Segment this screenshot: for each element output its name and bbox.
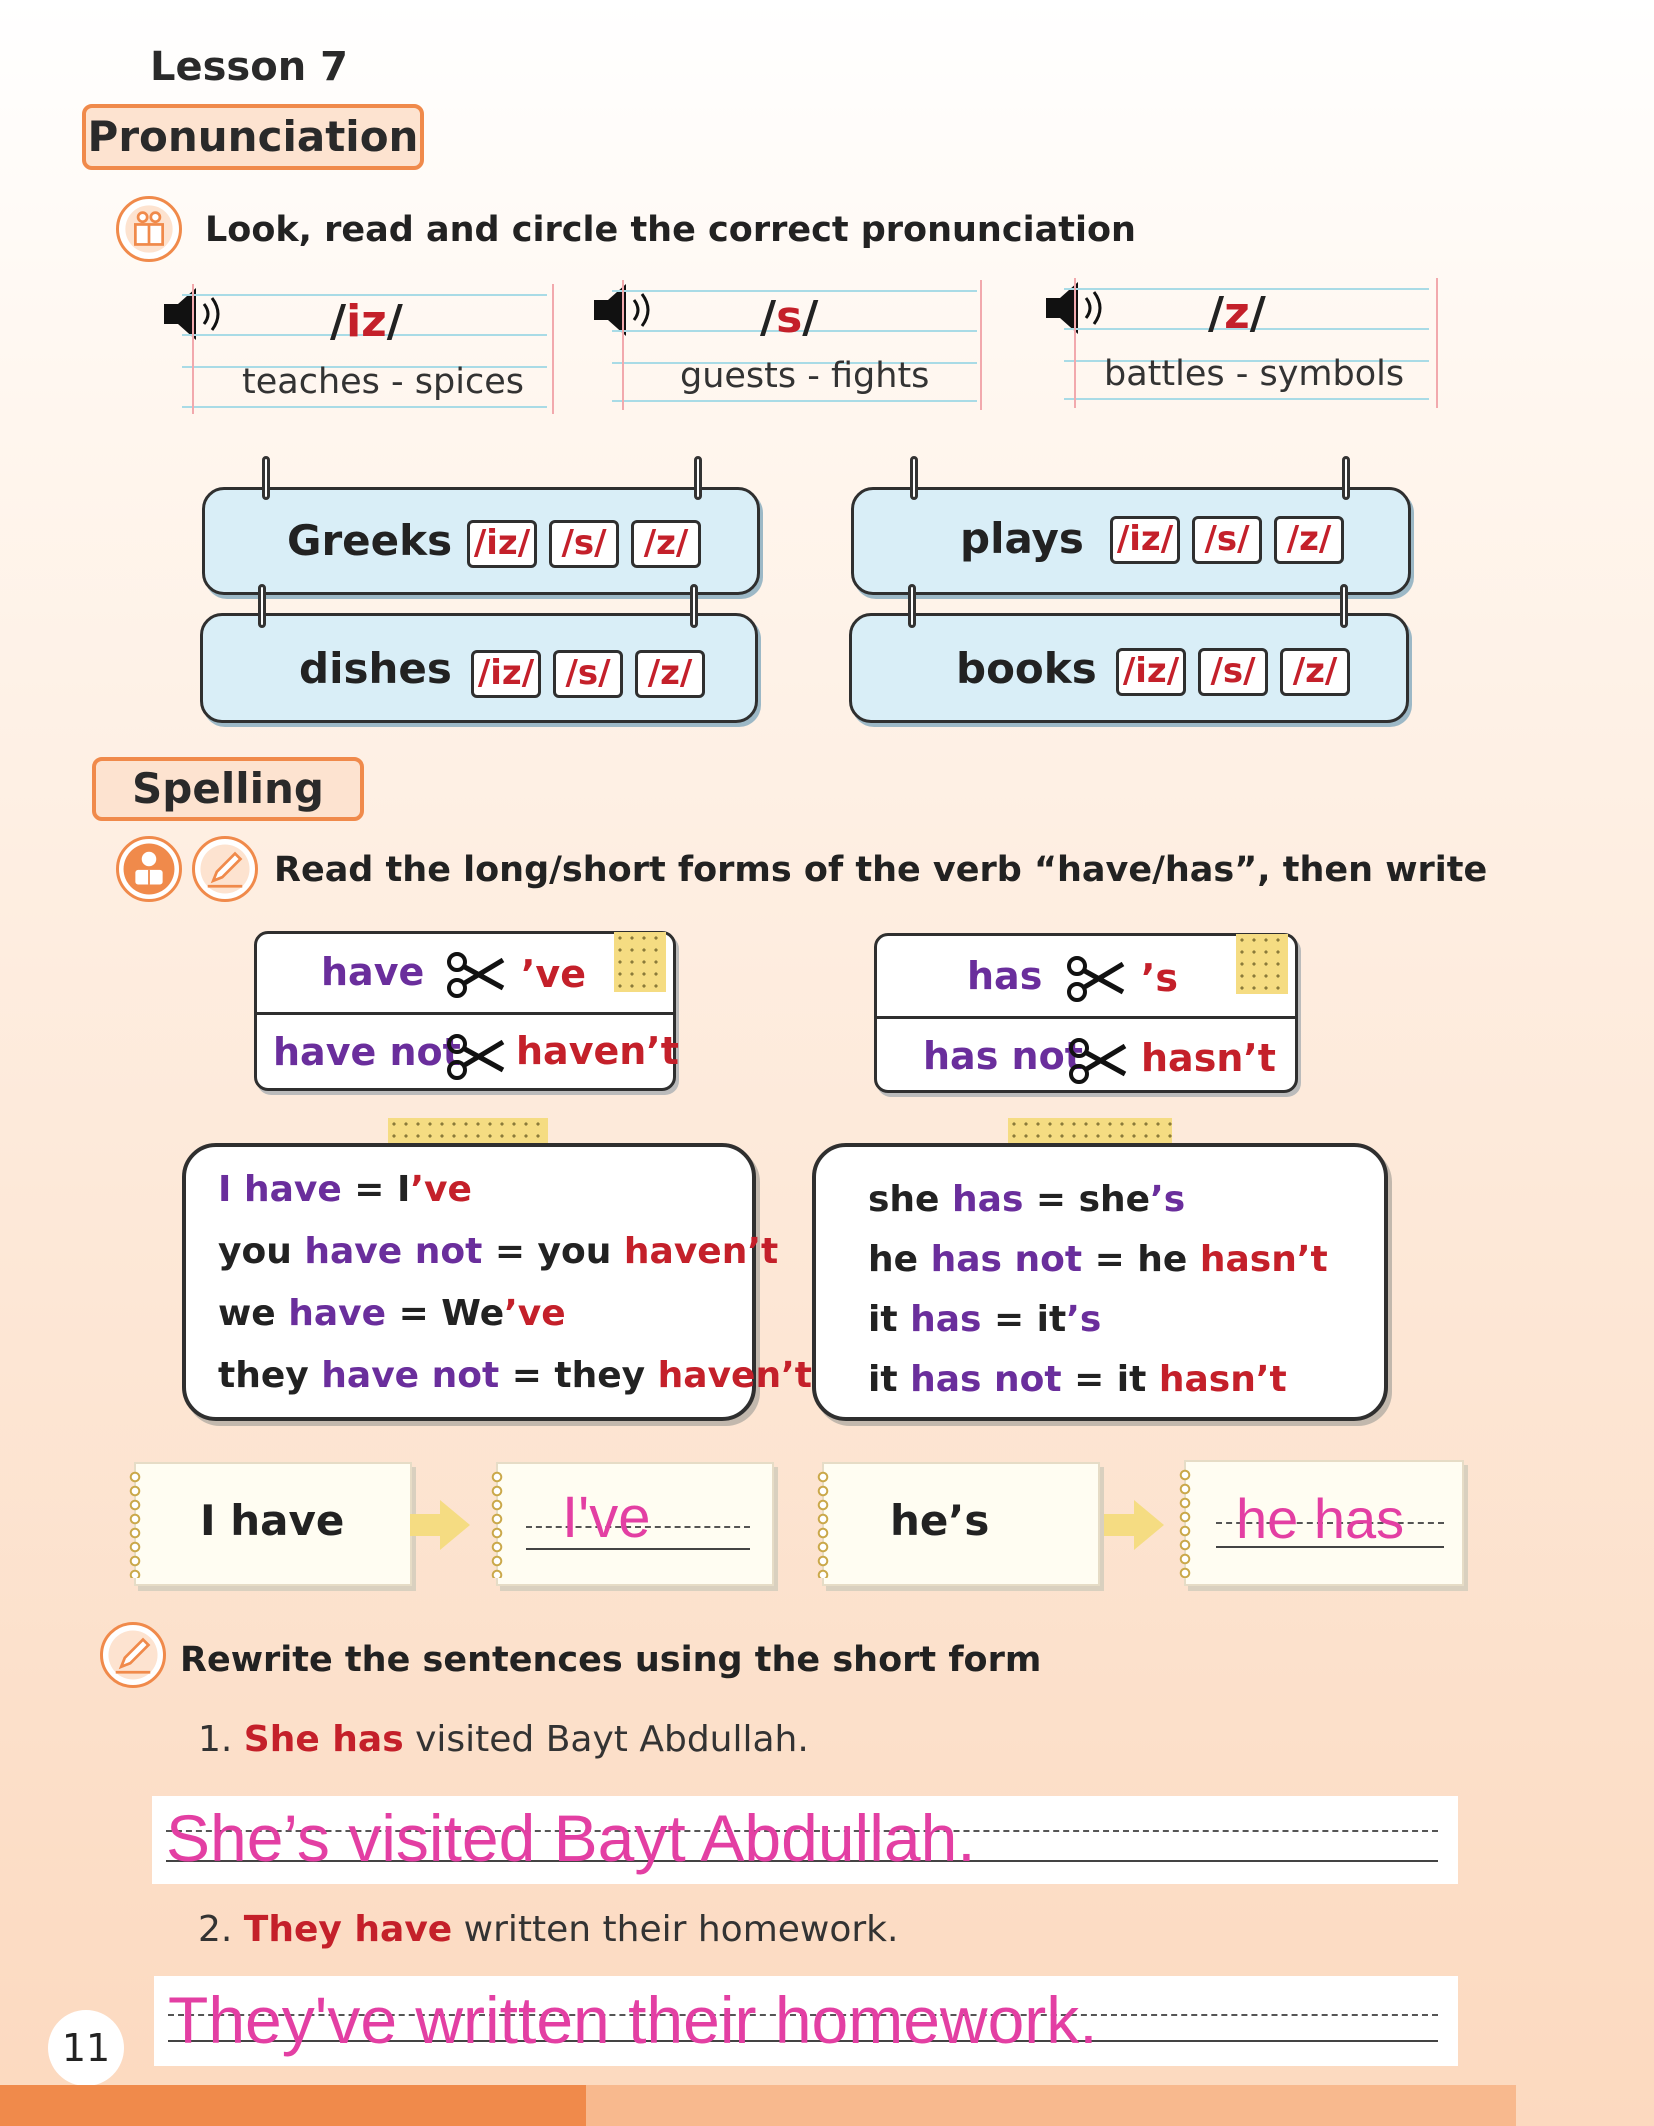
sentence-2: 2. They have written their homework. bbox=[198, 1909, 899, 1950]
option-z[interactable]: /z/ bbox=[635, 650, 705, 698]
short-form: ’s bbox=[1141, 956, 1179, 1000]
short-form: ’ve bbox=[521, 952, 586, 996]
have-examples-box bbox=[182, 1143, 812, 1421]
option-z[interactable]: /z/ bbox=[631, 520, 701, 568]
spelling-instruction: Read the long/short forms of the verb “have/has”, then write bbox=[274, 850, 1488, 890]
tape-decoration bbox=[1236, 934, 1288, 994]
spelling-heading: Spelling bbox=[92, 757, 364, 821]
option-iz[interactable]: /iz/ bbox=[471, 650, 541, 698]
sound-symbol: s bbox=[776, 292, 803, 343]
page-number: 11 bbox=[48, 2010, 124, 2086]
answer-card bbox=[1184, 1460, 1464, 1586]
example-line: you have not = you haven’t bbox=[218, 1231, 779, 1272]
answer-line-1 bbox=[152, 1796, 1458, 1884]
scissors-icon bbox=[445, 952, 505, 998]
binder-ring bbox=[1340, 584, 1348, 628]
long-form: has not bbox=[923, 1034, 1083, 1078]
scissors-icon bbox=[1065, 956, 1125, 1002]
example-line: it has = it’s bbox=[868, 1299, 1102, 1340]
word: dishes bbox=[299, 644, 452, 693]
tape-decoration bbox=[614, 932, 666, 992]
prompt-card bbox=[822, 1462, 1100, 1586]
long-form: have bbox=[321, 950, 425, 994]
example-card-iz: /iz/ teaches - spices bbox=[162, 284, 547, 414]
answer-line-2 bbox=[154, 1976, 1458, 2066]
sentence-1: 1. She has visited Bayt Abdullah. bbox=[198, 1719, 809, 1760]
scissors-icon bbox=[445, 1034, 505, 1080]
handwritten-answer[interactable]: he has bbox=[1236, 1487, 1405, 1550]
footer-bar bbox=[0, 2085, 586, 2126]
reading-person-icon bbox=[116, 836, 182, 902]
option-z[interactable]: /z/ bbox=[1280, 648, 1350, 696]
sound-symbol: iz bbox=[346, 296, 387, 347]
option-s[interactable]: /s/ bbox=[1198, 648, 1268, 696]
sound-symbol: z bbox=[1224, 288, 1250, 339]
lesson-title: Lesson 7 bbox=[150, 44, 348, 90]
handwritten-answer[interactable]: I've bbox=[562, 1485, 651, 1550]
arrow-icon bbox=[1104, 1500, 1164, 1550]
arrow-icon bbox=[410, 1500, 470, 1550]
example-line: he has not = he hasn’t bbox=[868, 1239, 1328, 1280]
example-line: she has = she’s bbox=[868, 1179, 1186, 1220]
option-iz[interactable]: /iz/ bbox=[467, 520, 537, 568]
short-form: haven’t bbox=[516, 1029, 679, 1073]
long-form: has bbox=[967, 954, 1043, 998]
example-words: guests - fights bbox=[680, 356, 930, 396]
prompt-text: he’s bbox=[890, 1496, 990, 1545]
example-line: it has not = it hasn’t bbox=[868, 1359, 1287, 1400]
pronunciation-heading: Pronunciation bbox=[82, 104, 424, 170]
handwritten-answer[interactable]: They've written their homework. bbox=[168, 1983, 1098, 2057]
short-form: hasn’t bbox=[1141, 1036, 1276, 1080]
pencil-icon bbox=[100, 1622, 166, 1688]
binder-ring bbox=[908, 584, 916, 628]
binder-ring bbox=[690, 584, 698, 628]
example-card-z: /z/ battles - symbols bbox=[1044, 278, 1429, 408]
has-short-form-card bbox=[874, 933, 1298, 1093]
example-line: we have = We’ve bbox=[218, 1293, 566, 1334]
read-book-icon bbox=[116, 196, 182, 262]
has-examples-box bbox=[812, 1143, 1388, 1421]
answer-card bbox=[496, 1462, 774, 1586]
rewrite-instruction: Rewrite the sentences using the short form bbox=[180, 1640, 1042, 1680]
word-box-greeks bbox=[202, 487, 760, 595]
scissors-icon bbox=[1067, 1038, 1127, 1084]
binder-ring bbox=[1342, 456, 1350, 500]
option-z[interactable]: /z/ bbox=[1274, 516, 1344, 564]
example-line: I have = I’ve bbox=[218, 1169, 472, 1210]
option-s[interactable]: /s/ bbox=[553, 650, 623, 698]
word-box-plays bbox=[851, 487, 1411, 595]
option-iz[interactable]: /iz/ bbox=[1116, 648, 1186, 696]
binder-ring bbox=[258, 584, 266, 628]
footer-bar-light bbox=[586, 2085, 1516, 2126]
binder-ring bbox=[910, 456, 918, 500]
handwritten-answer[interactable]: She’s visited Bayt Abdullah. bbox=[166, 1801, 976, 1875]
example-line: they have not = they haven’t bbox=[218, 1355, 812, 1396]
word: books bbox=[956, 644, 1097, 693]
word: Greeks bbox=[287, 516, 453, 565]
binder-ring bbox=[694, 456, 702, 500]
prompt-text: I have bbox=[200, 1496, 345, 1545]
pronunciation-instruction: Look, read and circle the correct pronunciation bbox=[205, 210, 1136, 250]
pencil-icon bbox=[192, 836, 258, 902]
binder-ring bbox=[262, 456, 270, 500]
example-words: teaches - spices bbox=[242, 362, 524, 402]
word-box-books bbox=[849, 613, 1409, 723]
option-iz[interactable]: /iz/ bbox=[1110, 516, 1180, 564]
word: plays bbox=[960, 514, 1084, 563]
prompt-card bbox=[134, 1462, 412, 1586]
option-s[interactable]: /s/ bbox=[549, 520, 619, 568]
long-form: have not bbox=[273, 1030, 461, 1074]
option-s[interactable]: /s/ bbox=[1192, 516, 1262, 564]
word-box-dishes bbox=[200, 613, 758, 723]
example-words: battles - symbols bbox=[1104, 354, 1405, 394]
example-card-s: /s/ guests - fights bbox=[592, 280, 977, 410]
